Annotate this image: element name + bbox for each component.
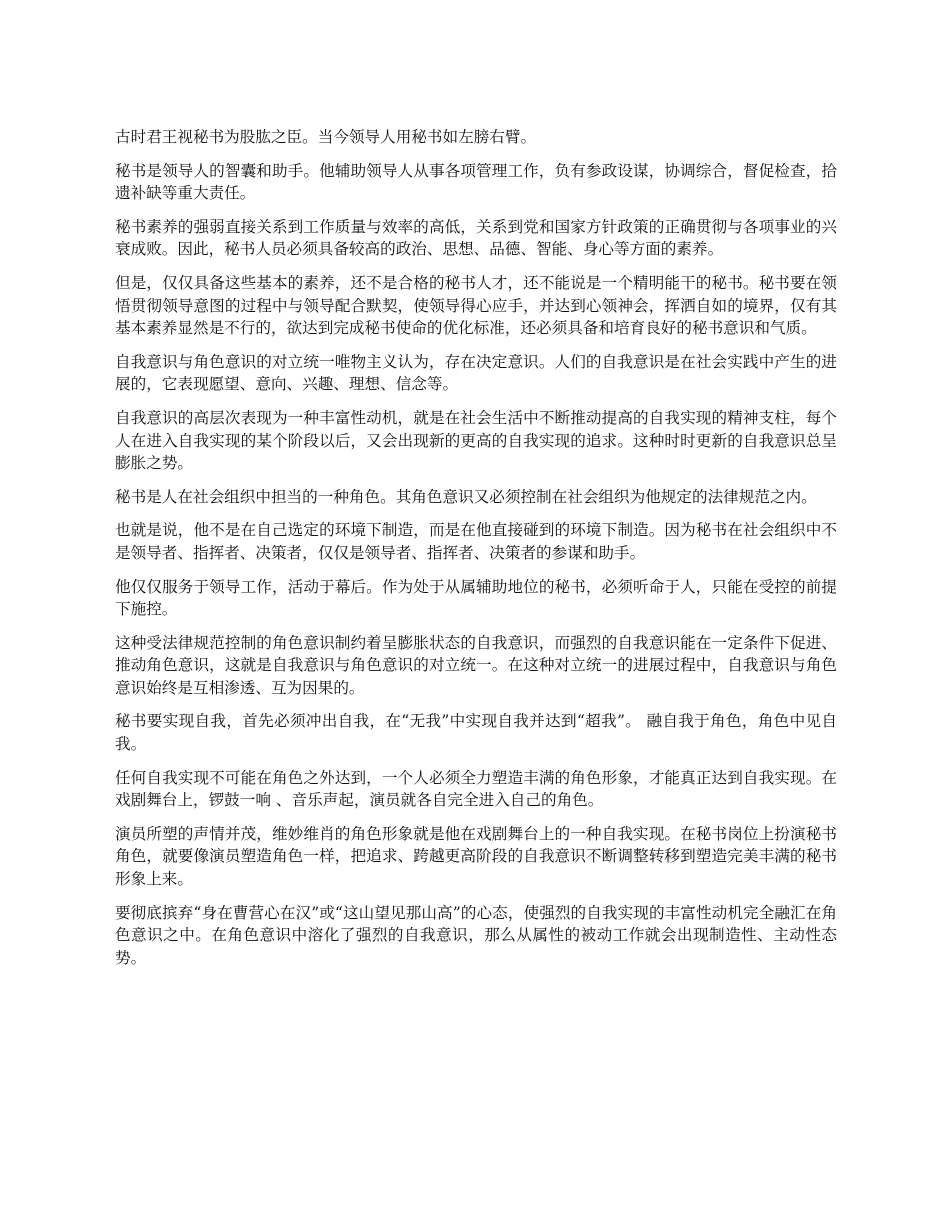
- paragraph-9: 他仅仅服务于领导工作，活动于幕后。作为处于从属辅助地位的秘书，必须听命于人，只能在受控的前提下施控。: [115, 577, 837, 619]
- paragraph-12: 任何自我实现不可能在角色之外达到，一个人必须全力塑造丰满的角色形象，才能真正达到自我实现。在戏剧舞台上，锣鼓一响 、音乐声起，演员就各自完全进入自己的角色。: [115, 768, 837, 810]
- paragraph-8: 也就是说，他不是在自己选定的环境下制造，而是在他直接碰到的环境下制造。因为秘书在社会组织中不是领导者、指挥者、决策者，仅仅是领导者、指挥者、决策者的参谋和助手。: [115, 521, 837, 562]
- paragraph-6: 自我意识的高层次表现为一种丰富性动机，就是在社会生活中不断推动提高的自我实现的精神支柱，每个人在进入自我实现的某个阶段以后，又会出现新的更高的自我实现的追求。这种时时更新的自我意识总呈膨胀之势。: [115, 408, 837, 473]
- paragraph-1: 古时君王视秘书为股肱之臣。当今领导人用秘书如左膀右臂。: [115, 128, 537, 146]
- paragraph-11: 秘书要实现自我，首先必须冲出自我，在“无我”中实现自我并达到“超我”。 融自我于角色，角色中见自我。: [115, 712, 837, 754]
- paragraph-7: 秘书是人在社会组织中担当的一种角色。其角色意识又必须控制在社会组织为他规定的法律规范之内。: [115, 487, 817, 506]
- paragraph-10: 这种受法律规范控制的角色意识制约着呈膨胀状态的自我意识，而强烈的自我意识能在一定条件下促进、推动角色意识，这就是自我意识与角色意识的对立统一。在这种对立统一的进展过程中，自我意识与角色意识始终是互相渗透、互为因果的。: [115, 633, 837, 697]
- paragraph-3: 秘书素养的强弱直接关系到工作质量与效率的高低，关系到党和国家方针政策的正确贯彻与各项事业的兴衰成败。因此，秘书人员必须具备较高的政治、思想、品德、智能、身心等方面的素养。: [115, 217, 837, 259]
- document-body: [115, 126, 837, 980]
- paragraph-2: 秘书是领导人的智囊和助手。他辅助领导人从事各项管理工作，负有参政设谋，协调综合，督促检查，拾遗补缺等重大责任。: [115, 161, 837, 203]
- paragraph-4: 但是，仅仅具备这些基本的素养，还不是合格的秘书人才，还不能说是一个精明能干的秘书。秘书要在领悟贯彻领导意图的过程中与领导配合默契，使领导得心应手，并达到心领神会，挥洒自如的境界，仅有其基本素养显然是不行的，欲达到完成秘书使命的优化标准，还必须具备和培育良好的秘书意识和气质。: [115, 273, 837, 338]
- paragraph-5: 自我意识与角色意识的对立统一唯物主义认为，存在决定意识。人们的自我意识是在社会实践中产生的进展的，它表现愿望、意向、兴趣、理想、信念等。: [115, 352, 837, 394]
- paragraph-13: 演员所塑的声情并茂，维妙维肖的角色形象就是他在戏剧舞台上的一种自我实现。在秘书岗位上扮演秘书角色，就要像演员塑造角色一样，把追求、跨越更高阶段的自我意识不断调整转移到塑造完美丰满的秘书形象上来。: [115, 824, 837, 889]
- paragraph-14: 要彻底摈弃“身在曹营心在汉”或“这山望见那山高”的心态，使强烈的自我实现的丰富性动机完全融汇在角色意识之中。在角色意识中溶化了强烈的自我意识，那么从属性的被动工作就会出现制造性、主动性态势。: [115, 903, 837, 967]
